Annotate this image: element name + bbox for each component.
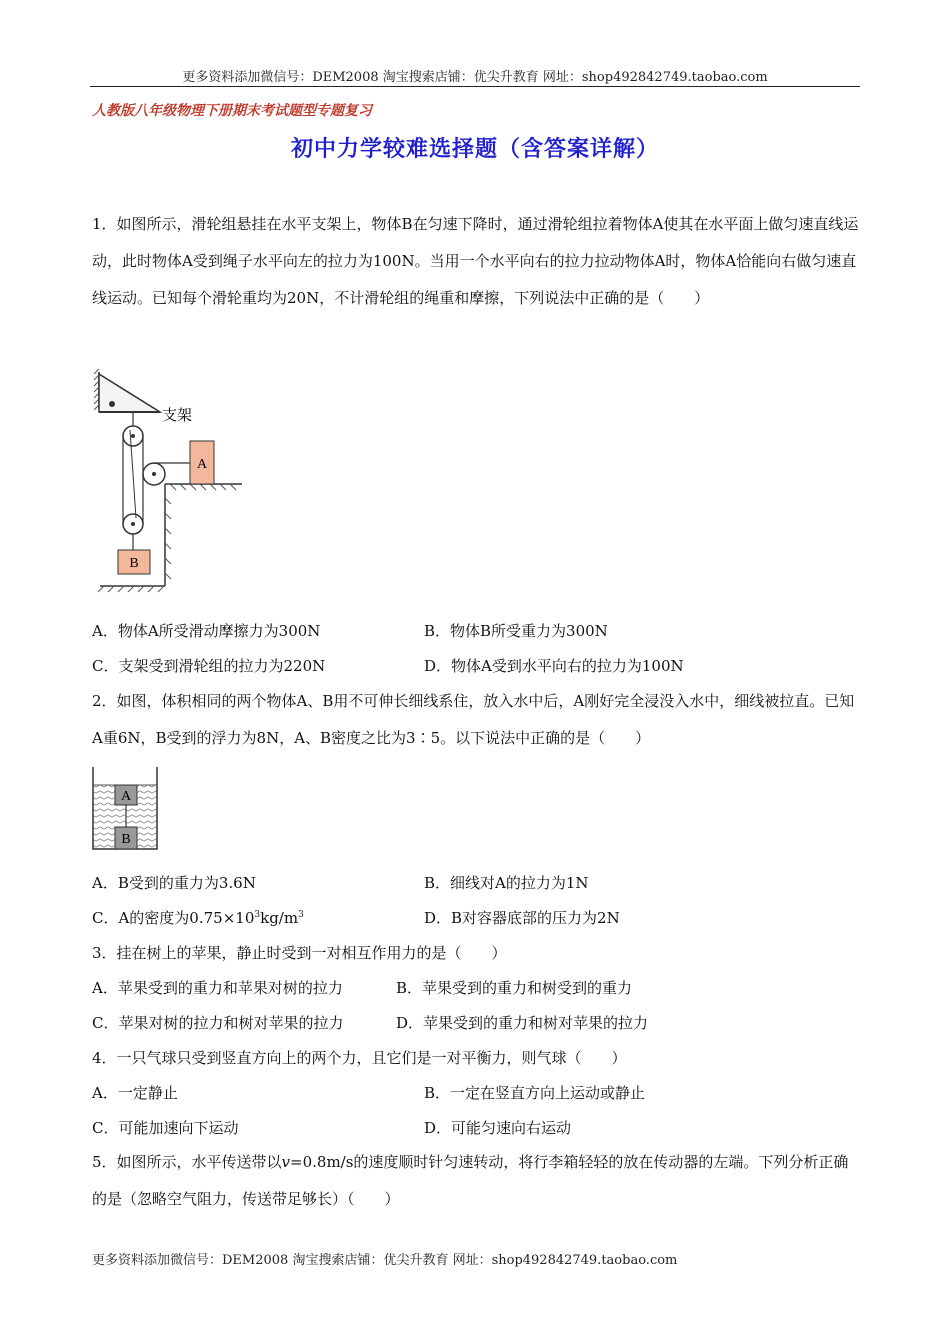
q4-option-a: A．一定静止 bbox=[92, 1084, 178, 1102]
question-4-text: 4．一只气球只受到竖直方向上的两个力，且它们是一对平衡力，则气球（ ） bbox=[92, 1049, 627, 1067]
q2-option-a: A．B受到的重力为3.6N bbox=[92, 874, 256, 892]
q3-option-d: D．苹果受到的重力和树对苹果的拉力 bbox=[396, 1014, 649, 1032]
question-3-text: 3．挂在树上的苹果，静止时受到一对相互作用力的是（ ） bbox=[92, 944, 507, 962]
page-footer: 更多资料添加微信号：DEM2008 淘宝搜索店铺：优尖升教育 网址：shop492842749.taobao.com bbox=[92, 1253, 678, 1268]
q2-option-c: C．A的密度为$0.75\times 10^3kg/m^3$ bbox=[92, 909, 304, 927]
series-subtitle: 人教版八年级物理下册期末考试题型专题复习 bbox=[92, 103, 372, 119]
q3-option-b: B．苹果受到的重力和树受到的重力 bbox=[396, 979, 633, 997]
q4-option-d: D．可能匀速向右运动 bbox=[424, 1119, 572, 1137]
block-b-label: B bbox=[129, 556, 139, 571]
q1-option-a: A．物体A所受滑动摩擦力为300N bbox=[92, 622, 321, 640]
q1-option-d: D．物体A受到水平向右的拉力为100N bbox=[424, 657, 684, 675]
bracket-label: 支架 bbox=[162, 408, 193, 424]
q4-option-b: B．一定在竖直方向上运动或静止 bbox=[424, 1084, 646, 1102]
q3-option-a: A．苹果受到的重力和苹果对树的拉力 bbox=[92, 979, 343, 997]
container-diagram bbox=[90, 765, 162, 853]
block-b-label: B bbox=[121, 832, 131, 847]
question-5-text: 5．如图所示，水平传送带以v=0.8m/s的速度顺时针匀速转动，将行李箱轻轻的放在传动器的左端。下列分析正确的是（忽略空气阻力，传送带足够长）（ ） bbox=[92, 1153, 849, 1208]
q1-option-c: C．支架受到滑轮组的拉力为220N bbox=[92, 657, 326, 675]
q4-option-c: C．可能加速向下运动 bbox=[92, 1119, 239, 1137]
q1-option-b: B．物体B所受重力为300N bbox=[424, 622, 608, 640]
page-header: 更多资料添加微信号：DEM2008 淘宝搜索店铺：优尖升教育 网址：shop492842749.taobao.com bbox=[182, 70, 768, 85]
block-a-label: A bbox=[120, 789, 132, 804]
bracket-pin-icon bbox=[109, 401, 115, 407]
block-a-label: A bbox=[196, 457, 208, 472]
q2-option-b: B．细线对A的拉力为1N bbox=[424, 874, 589, 892]
bracket-shape bbox=[99, 374, 160, 412]
pulley-diagram bbox=[94, 368, 254, 596]
header-divider bbox=[90, 86, 860, 87]
question-2-text: 2．如图，体积相同的两个物体A、B用不可伸长细线系住，放入水中后，A刚好完全浸没入水中，细线被拉直。已知A重6N，B受到的浮力为8N，A、B密度之比为3∶5。以下说法中正确的是（ ） bbox=[92, 692, 855, 747]
document-title: 初中力学较难选择题（含答案详解） bbox=[290, 136, 659, 162]
question-1-text: 1．如图所示，滑轮组悬挂在水平支架上，物体B在匀速下降时，通过滑轮组拉着物体A使其在水平面上做匀速直线运动，此时物体A受到绳子水平向左的拉力为100N。当用一个水平向右的拉力拉动物体A时，物体A恰能向右做匀速直线运动。已知每个滑轮重均为20N，不计滑轮组的绳重和摩擦，下列说法中正确的是（ ） bbox=[92, 215, 859, 307]
q2-option-d: D．B对容器底部的压力为2N bbox=[424, 909, 620, 927]
q3-option-c: C．苹果对树的拉力和树对苹果的拉力 bbox=[92, 1014, 344, 1032]
